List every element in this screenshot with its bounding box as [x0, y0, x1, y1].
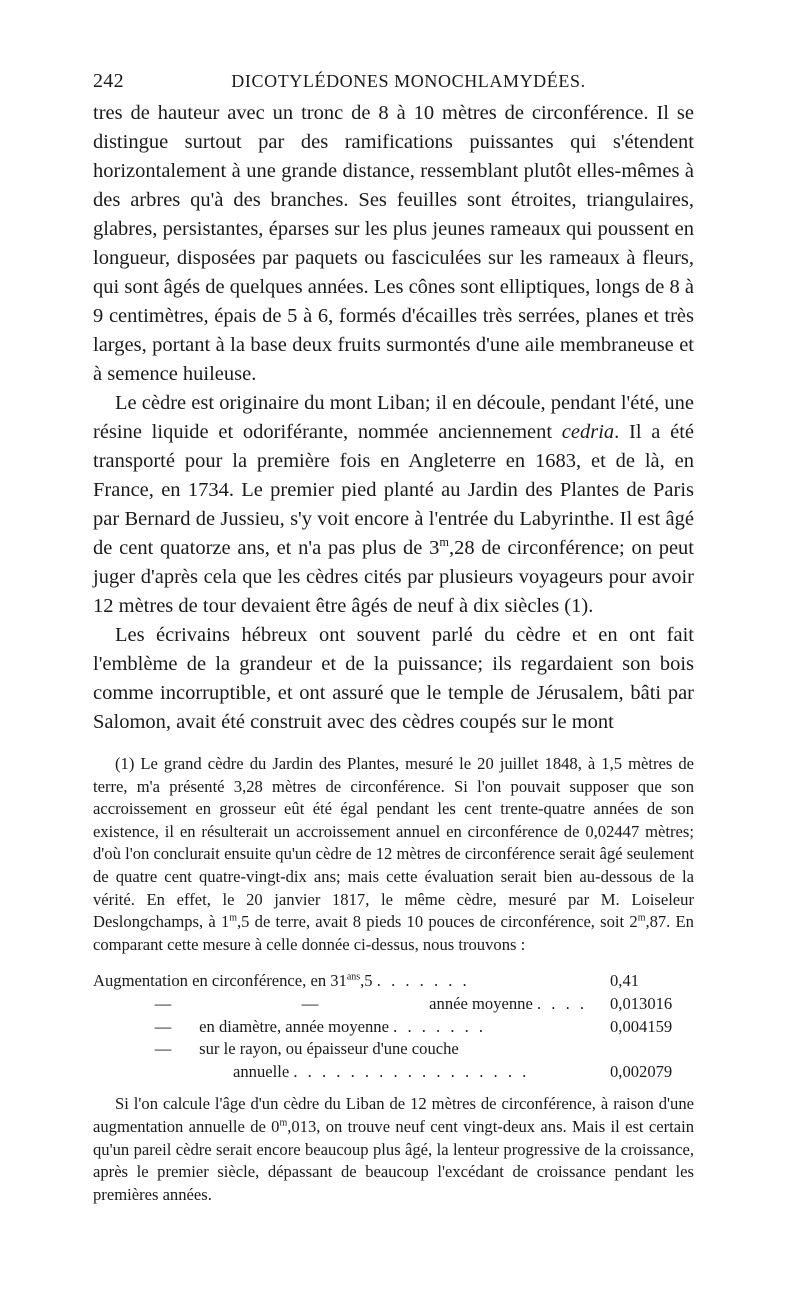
- footnote-1-part-a: (1) Le grand cèdre du Jardin des Plantes, mesuré le 20 juillet 1848, à 1,5 mètres de terre, m'a présenté 3,28 mètres de circonférence. Si l'on pouvait supposer que son accroissement en grosseur eût été égal pendant les cent trente-quatre années de son existence, il en résulterait un accroissement annuel en circonférence de 0,02447 mètres; d'où l'on conclurait ensuite qu'un cèdre de 12 mètres de circonférence serait âgé seulement de quatre cent quatre-vingt-dix ans; mais cette évaluation serait bien au-dessous de la vérité. En effet, le 20 janvier 1817, le même cèdre, mesuré par M. Loiseleur Deslongchamps, à 1: [93, 754, 694, 932]
- row-label-suffix: ,5: [360, 971, 373, 991]
- running-head: [93, 70, 694, 93]
- row-label-text: en diamètre, année moyenne: [199, 1016, 389, 1036]
- row-label: [93, 1016, 600, 1039]
- conclusion-part-a: Si l'on calcule l'âge d'un cèdre du Liban de 12 mètres de circonférence, à raison d'une augmentation annuelle de 0: [93, 1094, 694, 1136]
- row-label-text: annuelle: [233, 1061, 290, 1081]
- footnote-1: [93, 753, 694, 956]
- row-label-text: sur le rayon, ou épaisseur d'une couche: [199, 1039, 459, 1059]
- paragraph-2-part-a: Le cèdre est originaire du mont Liban; il en découle, pendant l'été, une résine liquide et odoriférante, nommée anciennement: [93, 392, 694, 443]
- leader-dots: . . . . . . .: [376, 971, 470, 991]
- paragraph-2-part-b: . Il a été transporté pour la première fois en Angleterre en 1683, et de là, en France, en 1734. Le premier pied planté au Jardin des Plantes de Paris par Bernard de Jussieu, s'y voit encore à l'entrée du Labyrinthe. Il est âgé de cent quatorze ans, et n'a pas plus de 3: [93, 421, 695, 559]
- ditto-mark: —: [154, 1039, 172, 1059]
- row-value-empty: [600, 1038, 694, 1061]
- paragraph-2: [93, 389, 694, 621]
- ditto-mark: —: [154, 993, 172, 1013]
- cedria-term: cedria: [561, 421, 615, 443]
- footnote-block: [93, 753, 694, 1206]
- unit-superscript: m: [229, 912, 237, 924]
- row-value: 0,002079: [610, 1061, 673, 1081]
- measurement-table: [93, 970, 694, 1083]
- table-row: [93, 970, 694, 993]
- table-row: [93, 1061, 694, 1084]
- row-label: [93, 970, 600, 993]
- leader-dots: . . . . . . . . . . . . . . . . .: [293, 1061, 530, 1081]
- unit-superscript: m: [637, 912, 646, 924]
- ditto-mark: —: [301, 993, 319, 1013]
- page-number: 242: [93, 70, 124, 92]
- row-label-text: année moyenne: [429, 993, 533, 1013]
- ditto-mark: —: [154, 1016, 172, 1036]
- row-label: [93, 1038, 600, 1061]
- paragraph-2-part-c: ,28 de circonférence; on peut juger d'après cela que les cèdres cités par plusieurs voyageurs pour avoir 12 mètres de tour devaient être âgés de neuf à dix siècles (1).: [93, 537, 695, 617]
- row-label: [93, 993, 600, 1016]
- row-label-text: Augmentation en circonférence, en 31: [93, 971, 347, 991]
- leader-dots: . . . .: [536, 993, 588, 1013]
- paragraph-3: Les écrivains hébreux ont souvent parlé du cèdre et en ont fait l'emblème de la grandeur et de la puissance; ils regardaient son bois comme incorruptible, et ont assuré que le temple de Jérusalem, bâti par Salomon, avait été construit avec des cèdres coupés sur le mont: [93, 624, 694, 733]
- footnote-1-part-c: ,87. En comparant cette mesure à celle donnée ci-dessus, nous trouvons :: [93, 912, 694, 954]
- row-value: 0,013016: [610, 993, 673, 1013]
- row-value: 0,41: [610, 971, 640, 991]
- table-row: [93, 993, 694, 1016]
- running-title: DICOTYLÉDONES MONOCHLAMYDÉES.: [231, 71, 586, 91]
- conclusion-part-b: ,013, on trouve neuf cent vingt-deux ans. Mais il est certain qu'un pareil cèdre serait encore beaucoup plus âgé, la lenteur progressive de la croissance, après le premier siècle, dépassant de beaucoup l'excédant de croissance pendant les premières années.: [93, 1116, 694, 1204]
- footnote-1-conclusion: [93, 1093, 694, 1206]
- table-row: [93, 1038, 694, 1061]
- footnote-1-part-b: ,5 de terre, avait 8 pieds 10 pouces de circonférence, soit 2: [237, 912, 638, 932]
- leader-dots: . . . . . . .: [393, 1016, 487, 1036]
- unit-superscript: ans: [346, 971, 361, 983]
- unit-superscript: m: [439, 535, 449, 550]
- paragraph-1: tres de hauteur avec un tronc de 8 à 10 mètres de circonférence. Il se distingue surtout par des ramifications puissantes qui s'étendent horizontalement à une grande distance, ressemblant plutôt elles-mêmes à des arbres qu'à des branches. Ses feuilles sont étroites, triangulaires, glabres, persistantes, éparses sur les plus jeunes rameaux qui poussent en longueur, disposées par paquets ou fasciculées sur les rameaux à fleurs, qui sont âgés de quelques années. Les cônes sont elliptiques, longs de 8 à 9 centimètres, épais de 5 à 6, formés d'écailles très serrées, planes et très larges, portant à la base deux fruits surmontés d'une aile membraneuse et à semence huileuse.: [93, 102, 694, 385]
- row-label: [93, 1061, 600, 1084]
- main-text: [93, 99, 694, 737]
- table-row: [93, 1016, 694, 1039]
- row-value: 0,004159: [610, 1016, 673, 1036]
- unit-superscript: m: [279, 1117, 288, 1129]
